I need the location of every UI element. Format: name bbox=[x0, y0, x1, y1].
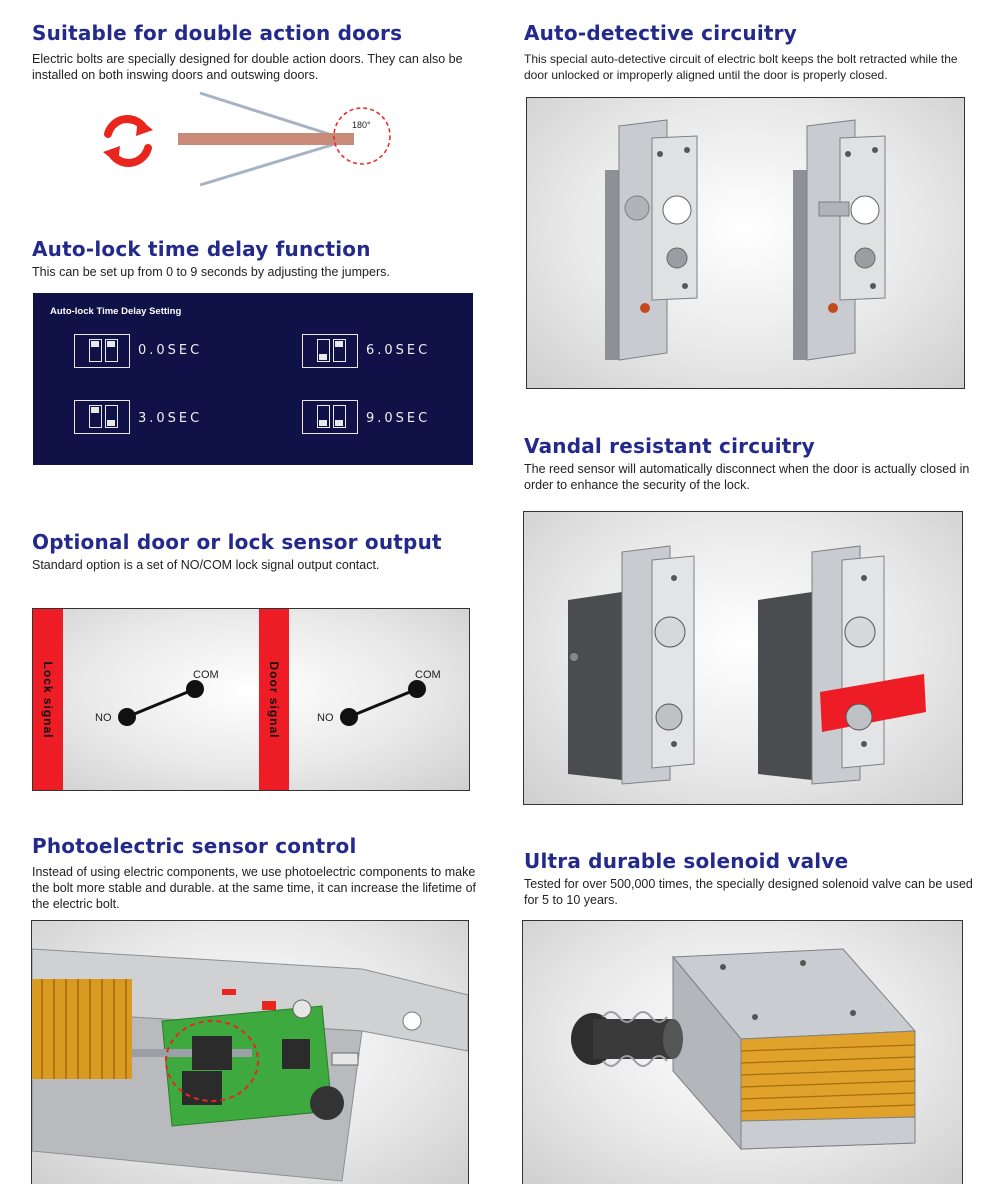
solenoid-desc: Tested for over 500,000 times, the specially designed solenoid valve can be used for 5 to 10 years. bbox=[524, 877, 973, 907]
photoelectric-image bbox=[31, 920, 469, 1184]
door-switch-symbol bbox=[335, 671, 455, 741]
sensor-output-desc: Standard option is a set of NO/COM lock signal output contact. bbox=[32, 558, 380, 572]
door-swing-lines bbox=[90, 88, 410, 193]
angle-label: 180° bbox=[352, 120, 371, 130]
photoelectric-desc: Instead of using electric components, we use photoelectric components to make the bolt more stable and durable. at the same time, it can increase the lifetime of the electric bolt. bbox=[32, 865, 476, 911]
door-no-label: NO bbox=[317, 712, 334, 724]
auto-detective-image bbox=[526, 97, 965, 389]
jumper-diagram-3sec bbox=[74, 400, 130, 434]
setting-label-0sec: 0.0SEC bbox=[138, 343, 203, 358]
double-action-desc: Electric bolts are specially designed for double action doors. They can also be installed on both inswing doors and outswing doors. bbox=[32, 52, 463, 82]
auto-detective-title: Auto-detective circuitry bbox=[524, 21, 797, 45]
solenoid-title: Ultra durable solenoid valve bbox=[524, 849, 849, 873]
sensor-output-title: Optional door or lock sensor output bbox=[32, 530, 442, 554]
double-action-title: Suitable for double action doors bbox=[32, 21, 403, 45]
setting-label-3sec: 3.0SEC bbox=[138, 411, 203, 426]
setting-label-6sec: 6.0SEC bbox=[366, 343, 431, 358]
sensor-output-diagram bbox=[32, 608, 470, 791]
auto-detective-desc: This special auto-detective circuit of electric bolt keeps the bolt retracted while the door unlocked or improperly aligned until the door is properly closed. bbox=[524, 52, 958, 82]
lock-no-label: NO bbox=[95, 712, 112, 724]
door-com-label: COM bbox=[415, 669, 441, 681]
lock-switch-symbol bbox=[113, 671, 233, 741]
auto-lock-settings-panel bbox=[33, 293, 473, 465]
auto-lock-panel-title: Auto-lock Time Delay Setting bbox=[50, 306, 182, 317]
door-signal-bar bbox=[259, 609, 289, 790]
vandal-illustration bbox=[524, 512, 963, 805]
solenoid-image bbox=[522, 920, 963, 1184]
auto-lock-title: Auto-lock time delay function bbox=[32, 237, 371, 261]
jumper-diagram-9sec bbox=[302, 400, 358, 434]
jumper-diagram-6sec bbox=[302, 334, 358, 368]
lock-signal-label: Lock signal bbox=[41, 660, 55, 739]
double-action-diagram bbox=[90, 88, 410, 193]
lock-signal-bar bbox=[33, 609, 63, 790]
auto-detective-illustration bbox=[527, 98, 965, 389]
photoelectric-title: Photoelectric sensor control bbox=[32, 834, 357, 858]
bolt-internals-illustration bbox=[32, 921, 469, 1184]
solenoid-illustration bbox=[523, 921, 963, 1184]
jumper-diagram-0sec bbox=[74, 334, 130, 368]
vandal-title: Vandal resistant circuitry bbox=[524, 434, 815, 458]
lock-com-label: COM bbox=[193, 669, 219, 681]
setting-label-9sec: 9.0SEC bbox=[366, 411, 431, 426]
vandal-image bbox=[523, 511, 963, 805]
auto-lock-desc: This can be set up from 0 to 9 seconds by adjusting the jumpers. bbox=[32, 265, 390, 279]
door-signal-label: Door signal bbox=[267, 660, 281, 739]
vandal-desc: The reed sensor will automatically disconnect when the door is actually closed in order to enhance the security of the lock. bbox=[524, 462, 970, 492]
